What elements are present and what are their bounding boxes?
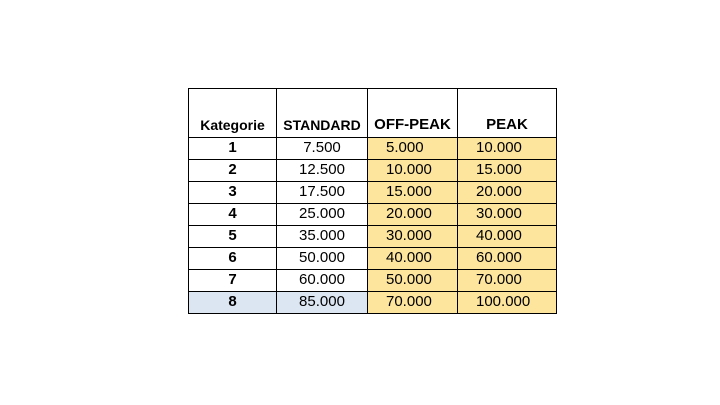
cell-peak: 20.000 — [458, 182, 557, 204]
cell-offpeak: 50.000 — [368, 270, 458, 292]
cell-kategorie: 8 — [189, 292, 277, 314]
cell-peak: 60.000 — [458, 248, 557, 270]
table-header — [189, 89, 557, 138]
pricing-table — [188, 88, 557, 314]
cell-kategorie: 5 — [189, 226, 277, 248]
cell-standard: 35.000 — [277, 226, 368, 248]
cell-kategorie: 1 — [189, 138, 277, 160]
cell-offpeak: 30.000 — [368, 226, 458, 248]
table-row — [189, 204, 557, 226]
cell-peak: 15.000 — [458, 160, 557, 182]
cell-standard: 25.000 — [277, 204, 368, 226]
table-row — [189, 182, 557, 204]
cell-standard: 17.500 — [277, 182, 368, 204]
header-standard: STANDARD — [277, 89, 368, 138]
cell-peak: 70.000 — [458, 270, 557, 292]
cell-peak: 10.000 — [458, 138, 557, 160]
cell-offpeak: 40.000 — [368, 248, 458, 270]
cell-kategorie: 4 — [189, 204, 277, 226]
header-kategorie: Kategorie — [189, 89, 277, 138]
table-body — [189, 138, 557, 314]
cell-standard: 50.000 — [277, 248, 368, 270]
cell-offpeak: 10.000 — [368, 160, 458, 182]
cell-offpeak: 15.000 — [368, 182, 458, 204]
cell-peak: 100.000 — [458, 292, 557, 314]
cell-kategorie: 6 — [189, 248, 277, 270]
table-row — [189, 270, 557, 292]
table-row — [189, 292, 557, 314]
cell-offpeak: 5.000 — [368, 138, 458, 160]
cell-peak: 40.000 — [458, 226, 557, 248]
header-offpeak: OFF-PEAK — [368, 89, 458, 138]
header-peak: PEAK — [458, 89, 557, 138]
table-row — [189, 226, 557, 248]
cell-kategorie: 3 — [189, 182, 277, 204]
cell-standard: 7.500 — [277, 138, 368, 160]
header-row — [189, 89, 557, 138]
cell-peak: 30.000 — [458, 204, 557, 226]
cell-standard: 60.000 — [277, 270, 368, 292]
table-row — [189, 248, 557, 270]
table-row — [189, 138, 557, 160]
cell-kategorie: 7 — [189, 270, 277, 292]
table-row — [189, 160, 557, 182]
cell-offpeak: 20.000 — [368, 204, 458, 226]
cell-standard: 85.000 — [277, 292, 368, 314]
cell-standard: 12.500 — [277, 160, 368, 182]
pricing-table-container — [188, 88, 557, 314]
cell-offpeak: 70.000 — [368, 292, 458, 314]
cell-kategorie: 2 — [189, 160, 277, 182]
